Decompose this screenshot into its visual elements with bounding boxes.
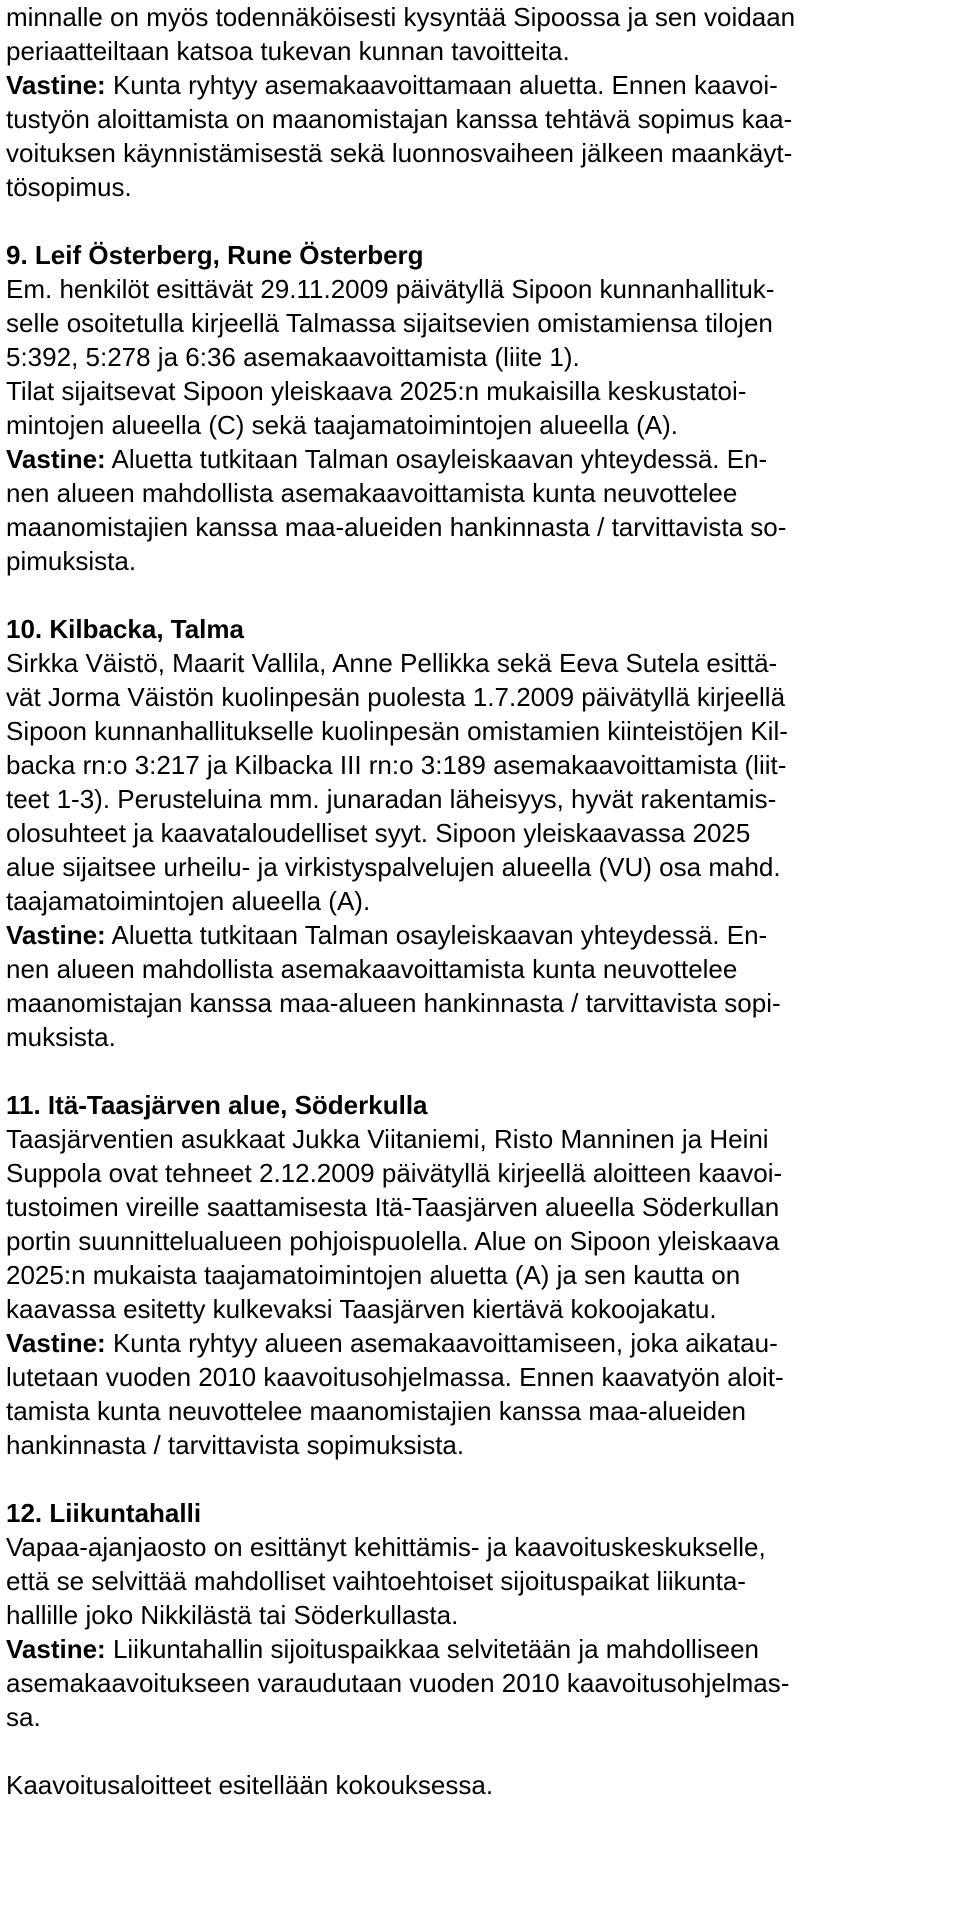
vastine-label: Vastine: (6, 920, 106, 950)
text-line: Sipoon kunnanhallitukselle kuolinpesän omistamien kiinteistöjen Kil- (6, 716, 788, 746)
section-heading: 10. Kilbacka, Talma (6, 614, 244, 644)
text-line: Kaavoitusaloitteet esitellään kokouksessa. (6, 1770, 494, 1800)
text-line: portin suunnittelualueen pohjoispuolella. Alue on Sipoon yleiskaava (6, 1226, 780, 1256)
text-line: Sirkka Väistö, Maarit Vallila, Anne Pellikka sekä Eeva Sutela esittä- (6, 648, 778, 678)
text-line: minnalle on myös todennäköisesti kysyntää Sipoossa ja sen voidaan (6, 2, 796, 32)
text-line: tamista kunta neuvottelee maanomistajien kanssa maa-alueiden (6, 1396, 746, 1426)
text-line: backa rn:o 3:217 ja Kilbacka III rn:o 3:189 asemakaavoittamista (liit- (6, 750, 787, 780)
vastine-label: Vastine: (6, 1328, 106, 1358)
vastine-label: Vastine: (6, 444, 106, 474)
text-line: pimuksista. (6, 546, 137, 576)
text-line: 2025:n mukaista taajamatoimintojen aluetta (A) ja sen kautta on (6, 1260, 741, 1290)
text-line: taajamatoimintojen alueella (A). (6, 886, 371, 916)
text-line: selle osoitetulla kirjeellä Talmassa sijaitsevien omistamiensa tilojen (6, 308, 773, 338)
text-line: Kunta ryhtyy asemakaavoittamaan aluetta. Ennen kaavoi- (105, 70, 778, 100)
vastine-label: Vastine: (6, 70, 106, 100)
text-line: hankinnasta / tarvittavista sopimuksista. (6, 1430, 465, 1460)
text-line: muksista. (6, 1022, 116, 1052)
text-line: Suppola ovat tehneet 2.12.2009 päivätyllä kirjeellä aloitteen kaavoi- (6, 1158, 783, 1188)
text-line: lutetaan vuoden 2010 kaavoitusohjelmassa. Ennen kaavatyön aloit- (6, 1362, 784, 1392)
text-line: Em. henkilöt esittävät 29.11.2009 päivätyllä Sipoon kunnanhallituk- (6, 274, 775, 304)
text-line: nen alueen mahdollista asemakaavoittamista kunta neuvottelee (6, 954, 738, 984)
text-line: olosuhteet ja kaavataloudelliset syyt. Sipoon yleiskaavassa 2025 (6, 818, 751, 848)
text-line: 5:392, 5:278 ja 6:36 asemakaavoittamista (liite 1). (6, 342, 580, 372)
text-line: Kunta ryhtyy alueen asemakaavoittamiseen, joka aikatau- (105, 1328, 778, 1358)
text-line: Aluetta tutkitaan Talman osayleiskaavan yhteydessä. En- (105, 920, 768, 950)
text-line: Liikuntahallin sijoituspaikkaa selvitetään ja mahdolliseen (105, 1634, 759, 1664)
text-line: sa. (6, 1702, 41, 1732)
section-heading: 12. Liikuntahalli (6, 1498, 202, 1528)
section-heading: 9. Leif Österberg, Rune Österberg (6, 240, 424, 270)
text-line: nen alueen mahdollista asemakaavoittamista kunta neuvottelee (6, 478, 738, 508)
text-line: voituksen käynnistämisestä sekä luonnosvaiheen jälkeen maankäyt- (6, 138, 793, 168)
text-line: alue sijaitsee urheilu- ja virkistyspalvelujen alueella (VU) osa mahd. (6, 852, 781, 882)
text-line: maanomistajien kanssa maa-alueiden hankinnasta / tarvittavista so- (6, 512, 787, 542)
text-line: Vapaa-ajanjaosto on esittänyt kehittämis- ja kaavoituskeskukselle, (6, 1532, 766, 1562)
text-line: asemakaavoitukseen varaudutaan vuoden 2010 kaavoitusohjelmas- (6, 1668, 790, 1698)
text-line: teet 1-3). Perusteluina mm. junaradan läheisyys, hyvät rakentamis- (6, 784, 777, 814)
text-line: periaatteiltaan katsoa tukevan kunnan tavoitteita. (6, 36, 570, 66)
text-line: tustoimen vireille saattamisesta Itä-Taasjärven alueella Söderkullan (6, 1192, 780, 1222)
text-line: tösopimus. (6, 172, 132, 202)
text-line: hallille joko Nikkilästä tai Söderkullasta. (6, 1600, 459, 1630)
text-line: Aluetta tutkitaan Talman osayleiskaavan yhteydessä. En- (105, 444, 768, 474)
text-line: Tilat sijaitsevat Sipoon yleiskaava 2025:n mukaisilla keskustatoi- (6, 376, 747, 406)
text-line: kaavassa esitetty kulkevaksi Taasjärven kiertävä kokoojakatu. (6, 1294, 717, 1324)
text-line: maanomistajan kanssa maa-alueen hankinnasta / tarvittavista sopi- (6, 988, 781, 1018)
text-line: vät Jorma Väistön kuolinpesän puolesta 1.7.2009 päivätyllä kirjeellä (6, 682, 786, 712)
text-line: mintojen alueella (C) sekä taajamatoimintojen alueella (A). (6, 410, 679, 440)
text-line: tustyön aloittamista on maanomistajan kanssa tehtävä sopimus kaa- (6, 104, 793, 134)
text-line: Taasjärventien asukkaat Jukka Viitaniemi, Risto Manninen ja Heini (6, 1124, 769, 1154)
section-heading: 11. Itä-Taasjärven alue, Söderkulla (6, 1090, 428, 1120)
text-line: että se selvittää mahdolliset vaihtoehtoiset sijoituspaikat liikunta- (6, 1566, 746, 1596)
vastine-label: Vastine: (6, 1634, 106, 1664)
